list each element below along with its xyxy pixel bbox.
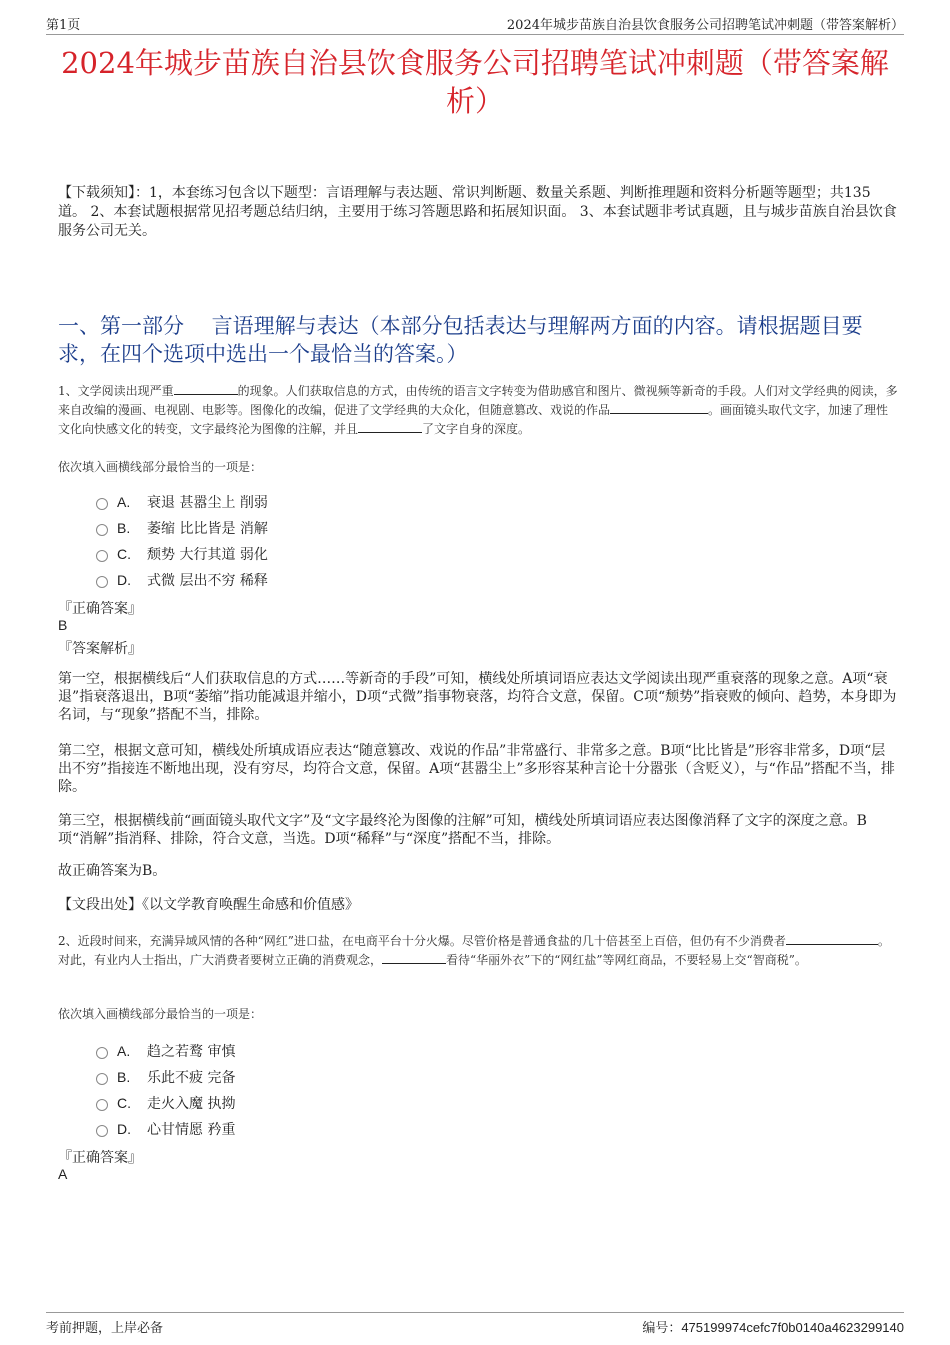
option-text: 萎缩 比比皆是 消解 — [147, 521, 268, 537]
q1-answer-label: 『正确答案』 — [58, 601, 142, 617]
option-key: C. — [117, 546, 131, 562]
q2-option-c[interactable] — [96, 1093, 235, 1113]
radio-icon[interactable] — [96, 550, 108, 562]
q1-blank-1 — [174, 382, 238, 395]
question-2-passage — [58, 932, 898, 970]
q1-analysis-label: 『答案解析』 — [58, 641, 142, 657]
download-notice: 【下载须知】：1，本套练习包含以下题型：言语理解与表达题、常识判断题、数量关系题、判断推理题和资料分析题等题型；共135道。 2、本套试题根据常见招考题总结归纳，主要用于练习答题思路和拓展知识面。 3、本套试题非考试真题，且与城步苗族自治县饮食服务公司无关。 — [58, 185, 897, 239]
q1-conclusion: 故正确答案为B。 — [58, 863, 167, 879]
q2-text-3: 看待“华丽外衣”下的“网红盐”等网红商品，不要轻易上交“智商税”。 — [446, 953, 807, 967]
radio-icon[interactable] — [96, 1073, 108, 1085]
option-text: 走火入魔 执拗 — [147, 1096, 236, 1112]
q1-source: 【文段出处】《以文学教育唤醒生命感和价值感》 — [58, 897, 359, 913]
option-key: D. — [117, 1121, 131, 1137]
q2-stem: 依次填入画横线部分最恰当的一项是： — [58, 1007, 263, 1021]
option-text: 心甘情愿 矜重 — [147, 1122, 236, 1138]
q1-explanation-2: 第二空，根据文意可知，横线处所填成语应表达“随意篡改、戏说的作品”非常盛行、非常多之意。B项“比比皆是”形容非常多，D项“层出不穷”指接连不断地出现，没有穷尽，均符合文意，保留。A项“甚嚣尘上”多形容某种言论十分嚣张（含贬义），与“作品”搭配不当，排除。 — [58, 743, 895, 795]
q1-answer: B — [58, 617, 68, 633]
q1-option-a[interactable] — [96, 492, 268, 512]
section-heading: 一、第一部分 言语理解与表达（本部分包括表达与理解两方面的内容。请根据题目要求，在四个选项中选出一个最恰当的答案。） — [58, 314, 863, 366]
option-text: 式微 层出不穷 稀释 — [147, 573, 268, 589]
q1-text-4: 了文字自身的深度。 — [422, 422, 531, 436]
q2-blank-2 — [382, 951, 446, 964]
option-text: 衰退 甚嚣尘上 削弱 — [147, 495, 268, 511]
radio-icon[interactable] — [96, 576, 108, 588]
q2-blank-1 — [786, 932, 878, 945]
option-key: C. — [117, 1095, 131, 1111]
footer-slogan: 考前押题，上岸必备 — [46, 1321, 164, 1336]
option-key: B. — [117, 520, 131, 536]
q1-blank-2 — [610, 401, 708, 414]
q2-option-b[interactable] — [96, 1067, 235, 1087]
q2-option-a[interactable] — [96, 1041, 235, 1061]
page-footer — [46, 1312, 904, 1335]
page-header — [46, 12, 904, 35]
q2-answer-label: 『正确答案』 — [58, 1150, 142, 1166]
radio-icon[interactable] — [96, 498, 108, 510]
radio-icon[interactable] — [96, 524, 108, 536]
q2-answer: A — [58, 1166, 68, 1182]
radio-icon[interactable] — [96, 1099, 108, 1111]
radio-icon[interactable] — [96, 1047, 108, 1059]
option-key: B. — [117, 1069, 131, 1085]
q1-explanation-3: 第三空，根据横线前“画面镜头取代文字”及“文字最终沦为图像的注解”可知，横线处所填词语应表达图像消释了文字的深度之意。B项“消解”指消释、排除，符合文意，当选。D项“稀释”与“深度”搭配不当，排除。 — [58, 813, 867, 847]
q1-text-3: 。画面镜头取代文字，加速了理性文化向快感文化的转变，文字最终沦为图像的注解，并且 — [58, 403, 889, 436]
radio-icon[interactable] — [96, 1125, 108, 1137]
page-number: 第1页 — [46, 18, 81, 33]
document-title: 2024年城步苗族自治县饮食服务公司招聘笔试冲刺题（带答案解析） — [61, 46, 889, 118]
q2-text-2: 。对此，有业内人士指出，广大消费者要树立正确的消费观念， — [58, 934, 890, 967]
option-text: 颓势 大行其道 弱化 — [147, 547, 268, 563]
q1-text-2: 的现象。人们获取信息的方式，由传统的语言文字转变为借助感官和图片、微视频等新奇的手段。人们对文学经典的阅读，多来自改编的漫画、电视剧、电影等。图像化的改编，促进了文学经典的大众化，但随意篡改、戏说的作品 — [58, 384, 898, 417]
option-key: A. — [117, 494, 131, 510]
code-value: 475199974cefc7f0b0140a4623299140 — [681, 1320, 904, 1335]
question-1-passage — [58, 382, 898, 439]
header-doc-title: 2024年城步苗族自治县饮食服务公司招聘笔试冲刺题（带答案解析） — [506, 18, 904, 33]
option-key: D. — [117, 572, 131, 588]
option-key: A. — [117, 1043, 131, 1059]
option-text: 趋之若鹜 审慎 — [147, 1044, 236, 1060]
q1-option-b[interactable] — [96, 518, 268, 538]
footer-code — [642, 1317, 904, 1336]
q1-stem: 依次填入画横线部分最恰当的一项是： — [58, 460, 263, 474]
q1-blank-3 — [358, 420, 422, 433]
q1-option-c[interactable] — [96, 544, 268, 564]
q2-text-1: 2、近段时间来，充满异域风情的各种“网红”进口盐，在电商平台十分火爆。尽管价格是普通食盐的几十倍甚至上百倍，但仍有不少消费者 — [58, 934, 786, 948]
q1-explanation-1: 第一空，根据横线后“人们获取信息的方式……等新奇的手段”可知，横线处所填词语应表达文学阅读出现严重衰落的现象之意。A项“衰退”指衰落退出，B项“萎缩”指功能减退并缩小，D项“式微”指事物衰落，均符合文意，保留。C项“颓势”指衰败的倾向、趋势，本身即为名词，与“现象”搭配不当，排除。 — [58, 671, 897, 723]
code-label: 编号： — [642, 1321, 682, 1336]
q1-text-1: 1、文学阅读出现严重 — [58, 384, 174, 398]
q1-option-d[interactable] — [96, 570, 268, 590]
option-text: 乐此不疲 完备 — [147, 1070, 236, 1086]
q2-option-d[interactable] — [96, 1119, 235, 1139]
